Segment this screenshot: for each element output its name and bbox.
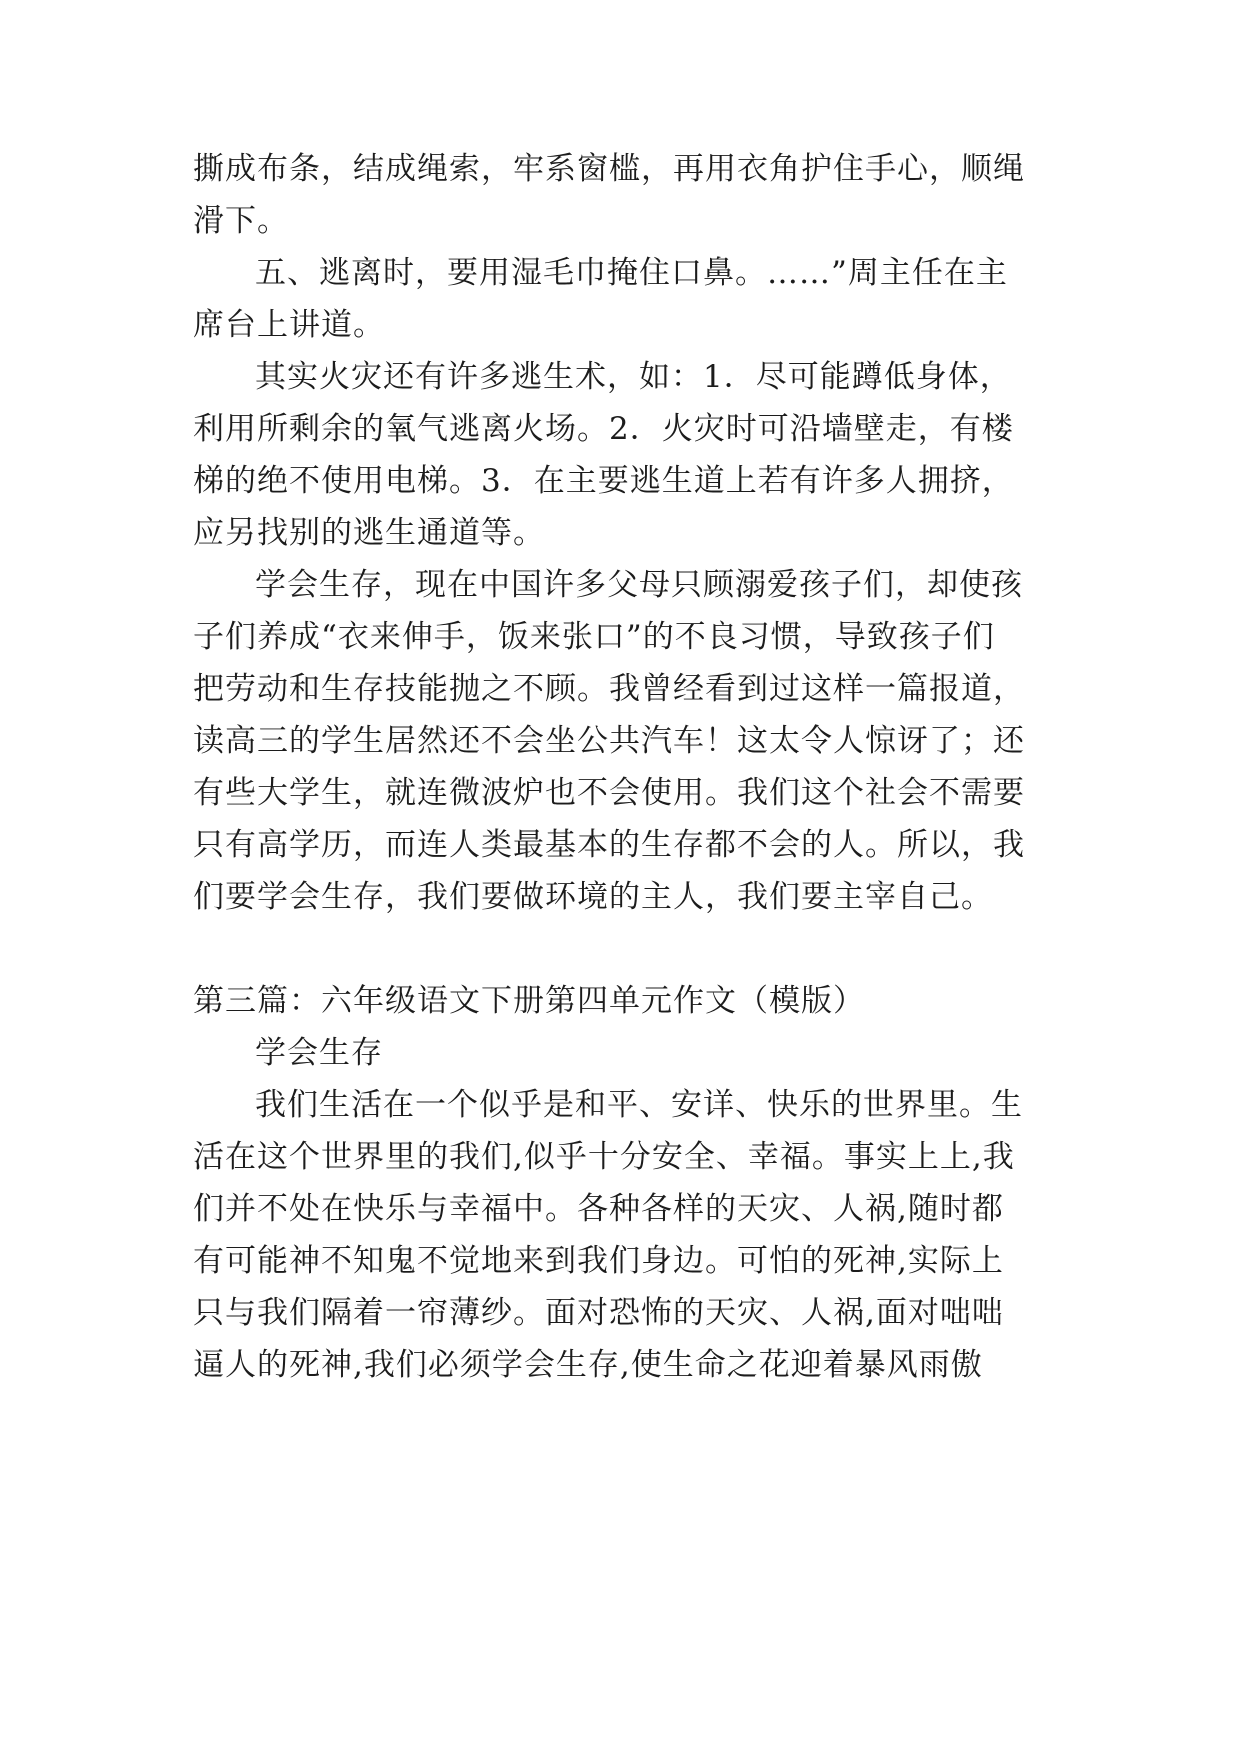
text-line: 滑下。 xyxy=(193,203,289,239)
paragraph-start: 五、逃离时，要用湿毛巾掩住口鼻。……”周主任在主 xyxy=(255,255,1008,291)
paragraph-start: 我们生活在一个似乎是和平、安详、快乐的世界里。生 xyxy=(255,1087,1023,1123)
text-line: 活在这个世界里的我们,似乎十分安全、幸福。事实上上,我 xyxy=(193,1139,1015,1175)
text-line: 梯的绝不使用电梯。3．在主要逃生道上若有许多人拥挤， xyxy=(193,463,1014,499)
text-line: 应另找别的逃生通道等。 xyxy=(193,515,545,551)
text-line: 逼人的死神,我们必须学会生存,使生命之花迎着暴风雨傲 xyxy=(193,1347,983,1383)
text-line: 席台上讲道。 xyxy=(193,307,385,343)
text-line: 子们养成“衣来伸手，饭来张口”的不良习惯，导致孩子们 xyxy=(193,619,995,655)
text-line: 们并不处在快乐与幸福中。各种各样的天灾、人祸,随时都 xyxy=(193,1191,1004,1227)
essay-title: 学会生存 xyxy=(255,1035,383,1071)
text-line: 有可能神不知鬼不觉地来到我们身边。可怕的死神,实际上 xyxy=(193,1243,1004,1279)
section-heading: 第三篇：六年级语文下册第四单元作文（模版） xyxy=(193,983,865,1019)
text-line: 把劳动和生存技能抛之不顾。我曾经看到过这样一篇报道， xyxy=(193,671,1025,707)
text-line: 利用所剩余的氧气逃离火场。2．火灾时可沿墙壁走，有楼 xyxy=(193,411,1014,447)
text-line: 们要学会生存，我们要做环境的主人，我们要主宰自己。 xyxy=(193,879,993,915)
text-line: 读高三的学生居然还不会坐公共汽车！这太令人惊讶了；还 xyxy=(193,723,1025,759)
text-line: 只有高学历，而连人类最基本的生存都不会的人。所以，我 xyxy=(193,827,1025,863)
paragraph-start: 学会生存，现在中国许多父母只顾溺爱孩子们，却使孩 xyxy=(255,567,1023,603)
text-line: 有些大学生，就连微波炉也不会使用。我们这个社会不需要 xyxy=(193,775,1025,811)
text-line: 撕成布条，结成绳索，牢系窗槛，再用衣角护住手心，顺绳 xyxy=(193,151,1025,187)
text-line: 只与我们隔着一帘薄纱。面对恐怖的天灾、人祸,面对咄咄 xyxy=(193,1295,1004,1331)
paragraph-start: 其实火灾还有许多逃生术，如：1．尽可能蹲低身体， xyxy=(255,359,1012,395)
